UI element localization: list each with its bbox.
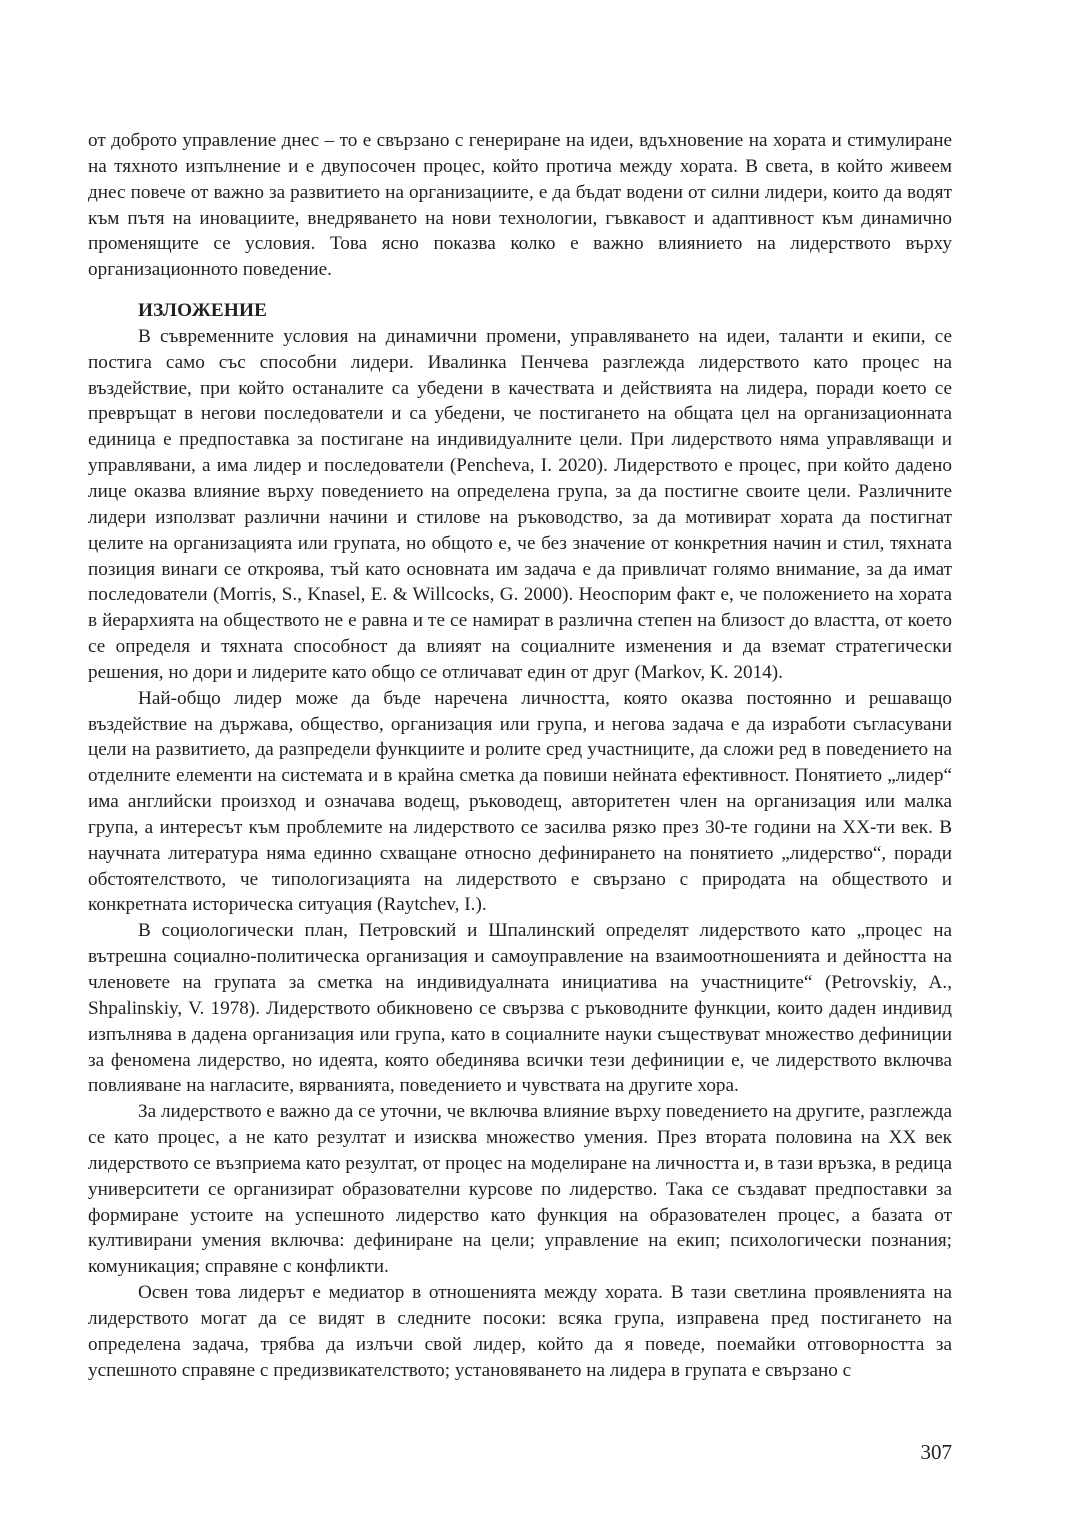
body-paragraph: За лидерството е важно да се уточни, че включва влияние върху поведението на другите, разглежда се като процес, а не като резултат и изисква множество умения. През втората половина на ХХ век лидерството се възприема като резултат, от процес на моделиране на личността и, в тази връзка, в редица университети се организират образователни курсове по лидерство. Така се създават предпоставки за формиране устоите на успешното лидерство като функция на образователен процес, а базата от култивирани умения включва: дефиниране на цели; управление на екип; психологически познания; комуникация; справяне с конфликти. bbox=[88, 1101, 952, 1278]
body-paragraph: В социологически план, Петровский и Шпалинский определят лидерството като „процес на вътрешна социално-политическа организация и самоуправление на взаимоотношенията и дейността на членовете на групата за сметка на индивидуалната инициатива на участниците“ (Petrovskiy, A., Shpalinskiy, V. 1978). Лидерството обикновено се свързва с ръководните функции, които даден индивид изпълнява в дадена организация или група, като в социалните науки съществуват множество дефиниции за феномена лидерство, но идеята, която обединява всички тези дефиниции е, че лидерството включва повлияване на нагласите, вярванията, поведението и чувствата на другите хора. bbox=[88, 920, 952, 1097]
body-paragraph: В съвременните условия на динамични промени, управляването на идеи, таланти и екипи, се постига само със способни лидери. Ивалинка Пенчева разглежда лидерството като процес на въздействие, при който останалите са убедени в качествата и действията на лидера, поради което се превръщат в негови последователи и са убедени, че постигането на общата цел на организационната единица е предпоставка за постигане на индивидуалните цели. При лидерството няма управляващи и управлявани, а има лидер и последователи (Pencheva, I. 2020). Лидерството е процес, при който дадено лице оказва влияние върху поведението на определена група, за да постигне своите цели. Различните лидери използват различни начини и стилове на ръководство, за да мотивират хората да постигнат целите на организацията или групата, но общото е, че без значение от конкретния начин и стил, тяхната позиция винаги се откроява, тъй като основната им задача е да привличат голямо внимание, за да имат последователи (Morris, S., Knasel, E. & Willcocks, G. 2000). Неоспорим факт е, че положението на хората в йерархията на обществото не е равна и те се намират в различна степен на близост до властта, от което се определя и тяхната способност да влияят на социалните изменения и да вземат стратегически решения, но дори и лидерите като общо се отличават един от друг (Markov, K. 2014). bbox=[88, 325, 952, 683]
body-paragraph: Освен това лидерът е медиатор в отношенията между хората. В тази светлина проявленията на лидерството могат да се видят в следните посоки: всяка група, изправена пред постигането на определена задача, трябва да излъчи свой лидер, който да я поведе, поемайки отговорността за успешното справяне с предизвикателството; установяването на лидера в групата е свързано с bbox=[88, 1282, 952, 1381]
page-number: 307 bbox=[920, 1440, 952, 1464]
intro-paragraph: от доброто управление днес – то е свързано с генериране на идеи, вдъхновение на хората и стимулиране на тяхното изпълнение и е двупосочен процес, който протича между хората. В света, в който живеем днес повече от важно за развитието на организациите, е да бъдат водени от силни лидери, които да водят към пътя на иновациите, внедряването на нови технологии, гъвкавост и адаптивност към динамично променящите се условия. Това ясно показва колко е важно влиянието на лидерството върху организационното поведение. bbox=[88, 130, 952, 281]
body-paragraph: Най-общо лидер може да бъде наречена личността, която оказва постоянно и решаващо въздействие на държава, общество, организация или група, и негова задача е да изработи съгласувани цели на развитието, да разпредели функциите и ролите сред участниците, да сложи ред в поведението на отделните елементи на системата и в крайна сметка да повиши нейната ефективност. Понятието „лидер“ има английски произход и означава водещ, ръководещ, авторитетен член на организация или малка група, а интересът към проблемите на лидерството се засилва рязко през 30-те години на ХХ-ти век. В научната литература няма единно схващане относно дефинирането на понятието „лидерство“, поради обстоятелството, че типологизацията на лидерството е свързано с природата на обществото и конкретната историческа ситуация (Raytchev, I.). bbox=[88, 687, 952, 916]
article-body bbox=[88, 128, 952, 1384]
section-heading: ИЗЛОЖЕНИЕ bbox=[138, 300, 268, 322]
